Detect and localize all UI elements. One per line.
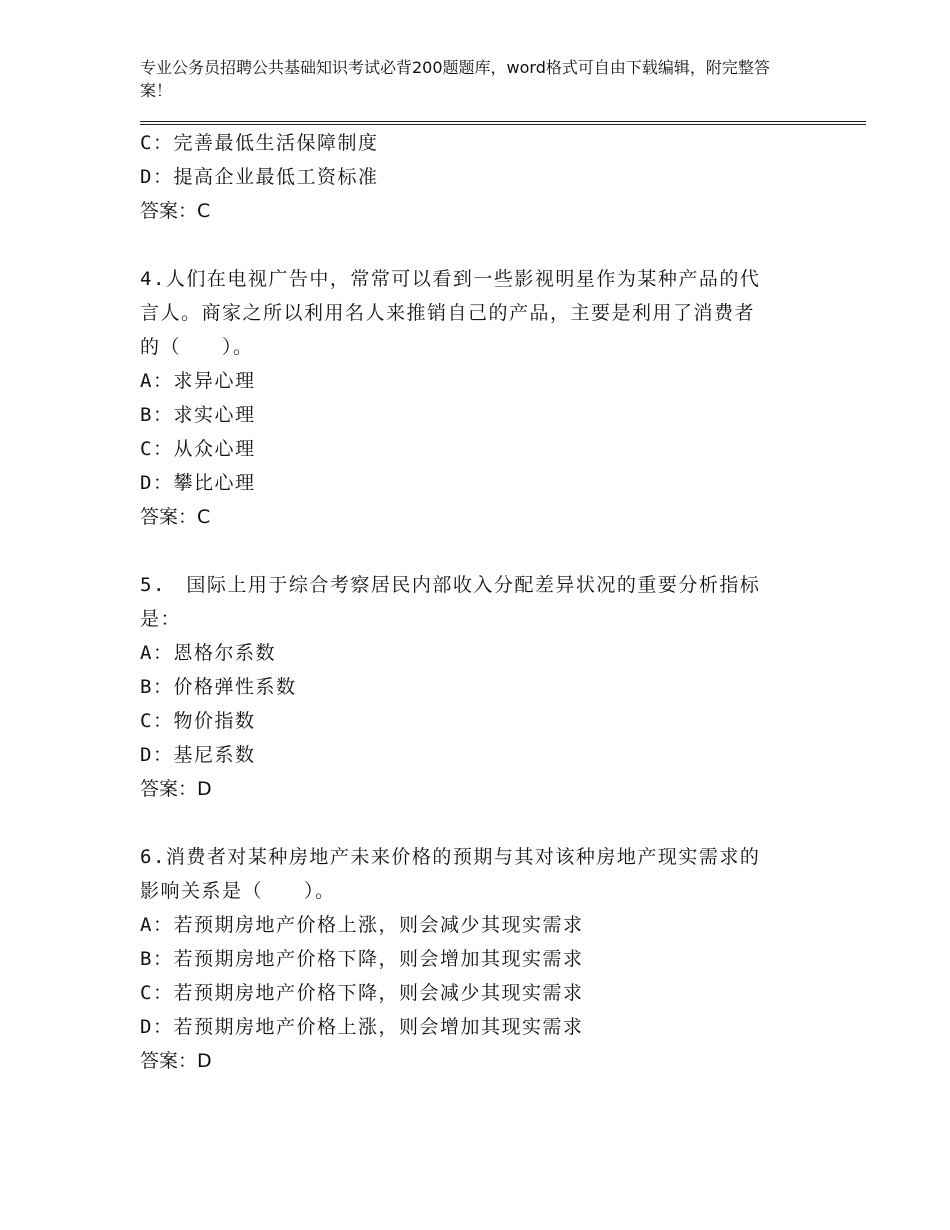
q6-answer: 答案：D [140,1050,212,1072]
header-rule-top [140,121,866,122]
q6-option-c: C：若预期房地产价格下降，则会减少其现实需求 [140,982,584,1004]
q5-stem-line-1: 5. 国际上用于综合考察居民内部收入分配差异状况的重要分析指标 [140,574,761,596]
q4-answer: 答案：C [140,506,211,528]
spacer [140,228,820,262]
question-content [140,126,820,1078]
q4-option-a: A：求异心理 [140,370,256,392]
q4-stem-line-3: 的（ ）。 [140,336,254,358]
q6-option-a: A：若预期房地产价格上涨，则会减少其现实需求 [140,914,584,936]
spacer [140,806,820,840]
q4-option-b: B：求实心理 [140,404,256,426]
q4-stem-line-2: 言人。商家之所以利用名人来推销自己的产品，主要是利用了消费者 [140,302,756,324]
spacer [140,534,820,568]
header-rule-bottom [140,124,866,125]
page-header: 专业公务员招聘公共基础知识考试必背200题题库，word格式可自由下载编辑，附完整答案！ [140,58,770,100]
q6-stem-line-2: 影响关系是（ ）。 [140,880,336,902]
q5-answer: 答案：D [140,778,212,800]
q5-stem-line-2: 是： [140,608,182,630]
q3-answer: 答案：C [140,200,211,222]
q3-option-c: C：完善最低生活保障制度 [140,132,379,154]
q3-option-d: D：提高企业最低工资标准 [140,166,379,188]
q6-option-b: B：若预期房地产价格下降，则会增加其现实需求 [140,948,584,970]
q6-option-d: D：若预期房地产价格上涨，则会增加其现实需求 [140,1016,584,1038]
q4-option-c: C：从众心理 [140,438,256,460]
q5-option-d: D：基尼系数 [140,744,256,766]
q5-option-a: A：恩格尔系数 [140,642,276,664]
q4-option-d: D：攀比心理 [140,472,256,494]
q5-option-b: B：价格弹性系数 [140,676,297,698]
q4-stem-line-1: 4.人们在电视广告中，常常可以看到一些影视明星作为某种产品的代 [140,268,761,290]
q6-stem-line-1: 6.消费者对某种房地产未来价格的预期与其对该种房地产现实需求的 [140,846,761,868]
q5-option-c: C：物价指数 [140,710,256,732]
